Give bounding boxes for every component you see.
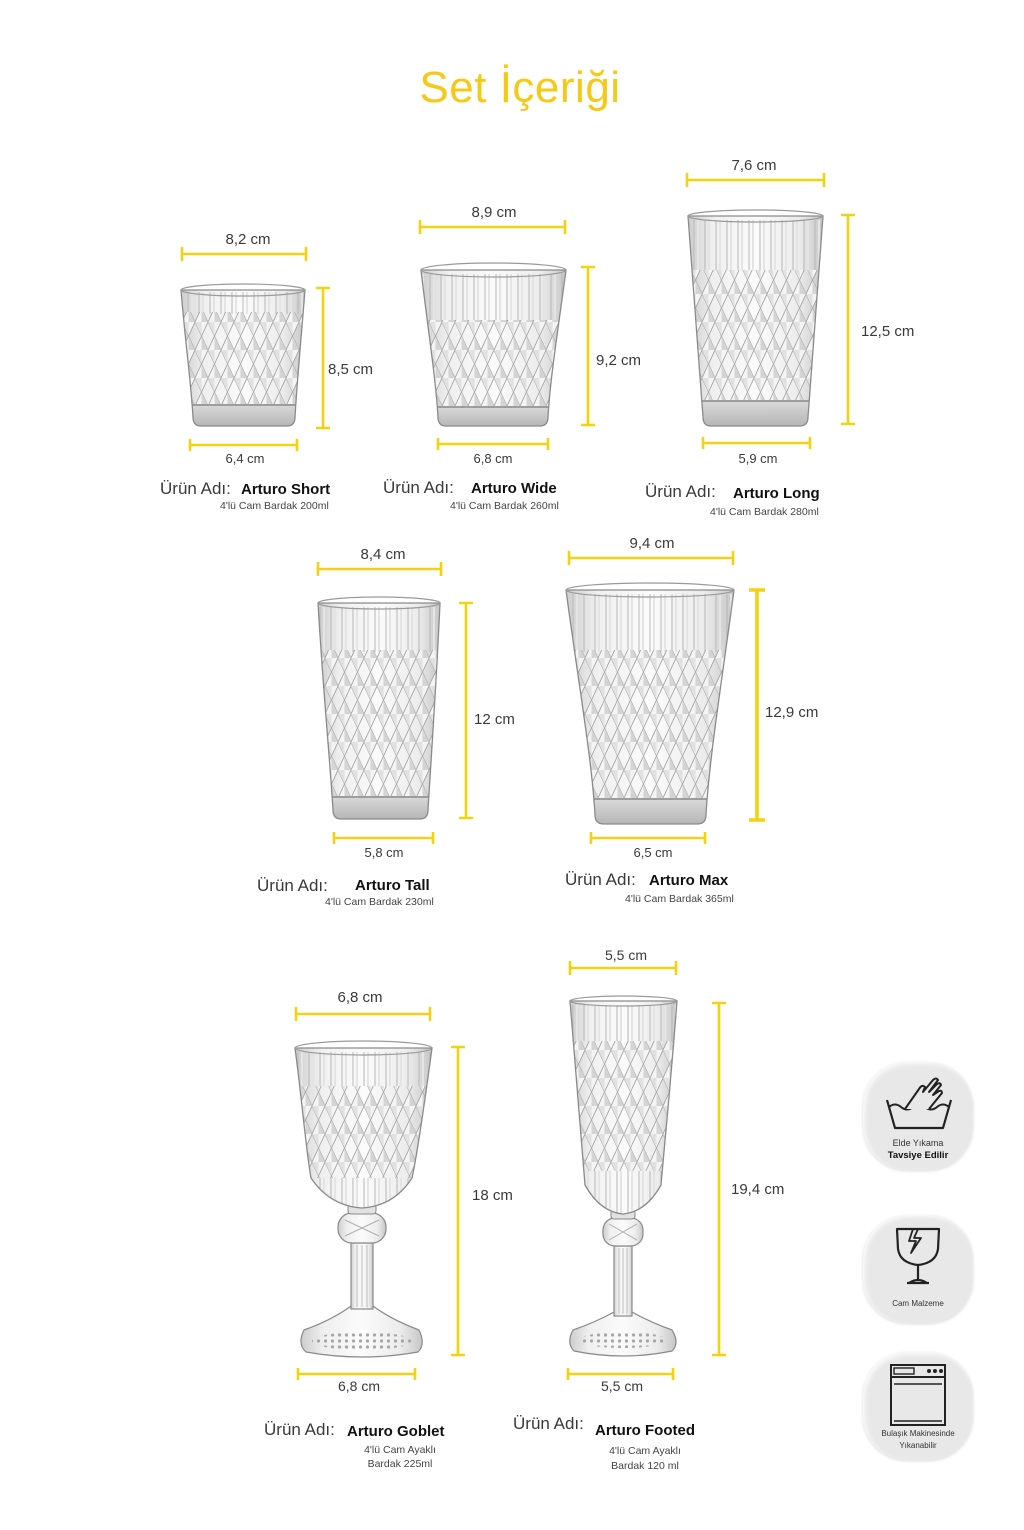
arturo-max-bottom-width-label: 6,5 cm	[633, 845, 673, 860]
glass-arturo-wide	[418, 263, 570, 428]
arturo-max-top-width-label: 9,4 cm	[629, 535, 675, 552]
arturo-tall-top-width-line	[318, 562, 441, 576]
glass-base	[315, 796, 443, 821]
arturo-max-height-line	[749, 590, 765, 820]
arturo-tall-height-label: 12 cm	[474, 711, 515, 728]
arturo-wide-bottom-width-line	[438, 438, 548, 450]
care-label: Yıkanabilir	[899, 1441, 937, 1450]
care-label: Bulaşık Makinesinde	[881, 1429, 955, 1438]
arturo-footed-height-label: 19,4 cm	[731, 1181, 785, 1198]
arturo-footed-height-line	[712, 1003, 726, 1355]
arturo-short-height-label: 8,5 cm	[328, 361, 374, 378]
product-name: Arturo Tall	[355, 877, 430, 894]
product-name-label: Ürün Adı:	[160, 479, 231, 498]
product-name-label: Ürün Adı:	[383, 478, 454, 497]
care-label-bold: Tavsiye Edilir	[887, 1150, 949, 1161]
arturo-footed-bottom-width-label: 5,5 cm	[600, 1378, 644, 1394]
diamond-cut-pattern	[178, 312, 308, 404]
foot-cut-pattern	[312, 1332, 412, 1350]
flute-pattern	[685, 220, 827, 270]
glass-arturo-long	[685, 210, 827, 428]
care-badge-glass-material	[863, 1215, 973, 1323]
foot-cut-pattern	[579, 1332, 667, 1348]
arturo-long-height-line	[841, 215, 855, 424]
arturo-short-bottom-width-line	[190, 439, 297, 451]
arturo-max-bottom-width-line	[591, 832, 705, 844]
product-name-label: Ürün Adı:	[645, 482, 716, 501]
arturo-goblet-height-line	[451, 1047, 465, 1355]
product-name-label: Ürün Adı:	[565, 870, 636, 889]
arturo-tall-bottom-width-label: 5,8 cm	[364, 845, 404, 860]
arturo-tall-top-width-label: 8,4 cm	[360, 546, 406, 563]
product-name: Arturo Footed	[595, 1422, 695, 1439]
arturo-long-top-width-line	[687, 173, 824, 187]
care-badge-hand-wash	[863, 1062, 973, 1170]
arturo-wide-top-width-label: 8,9 cm	[471, 204, 517, 221]
care-badge-dishwasher	[863, 1352, 973, 1460]
product-name: Arturo Long	[733, 485, 820, 502]
diamond-cut-pattern	[315, 650, 443, 796]
arturo-footed-top-width-line	[570, 961, 676, 975]
arturo-goblet-top-width-label: 6,8 cm	[337, 989, 383, 1006]
product-description-line-1: 4'lü Cam Ayaklı	[364, 1444, 436, 1456]
arturo-wide-top-width-line	[420, 220, 565, 234]
diamond-cut-pattern	[563, 650, 737, 798]
arturo-wide-height-label: 9,2 cm	[596, 352, 642, 369]
dishwasher-icon	[863, 1352, 973, 1432]
product-name-label: Ürün Adı:	[513, 1414, 584, 1433]
care-label: Cam Malzeme	[892, 1299, 944, 1308]
arturo-footed-top-width-label: 5,5 cm	[604, 947, 648, 963]
product-name: Arturo Max	[649, 872, 729, 889]
arturo-tall-height-line	[459, 603, 473, 818]
page-title: Set İçeriği	[419, 63, 621, 112]
glass-arturo-max	[563, 583, 737, 826]
arturo-goblet-bottom-width-label: 6,8 cm	[337, 1378, 381, 1394]
arturo-tall-bottom-width-line	[334, 832, 433, 844]
arturo-short-top-width-line	[182, 247, 306, 261]
product-name: Arturo Short	[241, 481, 331, 498]
arturo-wide-height-line	[581, 267, 595, 425]
diamond-cut-pattern	[418, 320, 570, 406]
product-description: 4'lü Cam Bardak 280ml	[710, 506, 819, 518]
arturo-short-height-line	[316, 288, 330, 428]
arturo-long-height-label: 12,5 cm	[861, 323, 915, 340]
arturo-long-bottom-width-label: 5,9 cm	[738, 451, 778, 466]
flute-pattern	[418, 274, 570, 322]
arturo-wide-bottom-width-label: 6,8 cm	[473, 451, 513, 466]
arturo-short-top-width-label: 8,2 cm	[225, 231, 271, 248]
diamond-cut-pattern	[685, 270, 827, 400]
arturo-long-bottom-width-line	[703, 437, 810, 449]
product-description: 4'lü Cam Bardak 230ml	[325, 896, 434, 908]
product-description-line-2: Bardak 120 ml	[611, 1460, 679, 1472]
glass-arturo-goblet	[292, 1041, 436, 1357]
hand-wash-icon	[863, 1062, 973, 1138]
product-description: 4'lü Cam Bardak 260ml	[450, 500, 559, 512]
arturo-short-bottom-width-label: 6,4 cm	[225, 451, 265, 466]
product-name: Arturo Wide	[471, 480, 557, 497]
glass-arturo-short	[178, 284, 308, 428]
arturo-max-height-label: 12,9 cm	[765, 704, 819, 721]
product-name-label: Ürün Adı:	[264, 1420, 335, 1439]
flute-pattern	[567, 1005, 681, 1041]
product-description: 4'lü Cam Bardak 365ml	[625, 893, 734, 905]
arturo-long-top-width-label: 7,6 cm	[731, 157, 777, 174]
flute-pattern	[292, 1052, 436, 1086]
glass-base	[178, 404, 308, 428]
care-label: Elde Yıkama	[892, 1138, 944, 1148]
flute-pattern	[178, 292, 308, 314]
product-name: Arturo Goblet	[347, 1423, 445, 1440]
product-description-line-1: 4'lü Cam Ayaklı	[609, 1445, 681, 1457]
arturo-max-top-width-line	[569, 551, 733, 565]
flute-pattern	[315, 607, 443, 652]
glass-arturo-tall	[315, 597, 443, 821]
flute-pattern	[563, 594, 737, 652]
product-name-label: Ürün Adı:	[257, 876, 328, 895]
glass-base	[563, 798, 737, 826]
arturo-goblet-top-width-line	[296, 1007, 430, 1021]
glass-arturo-footed	[567, 996, 681, 1356]
product-description-line-2: Bardak 225ml	[367, 1458, 433, 1470]
arturo-goblet-height-label: 18 cm	[472, 1187, 513, 1204]
broken-glass-icon	[863, 1215, 973, 1291]
product-description: 4'lü Cam Bardak 200ml	[220, 500, 329, 512]
